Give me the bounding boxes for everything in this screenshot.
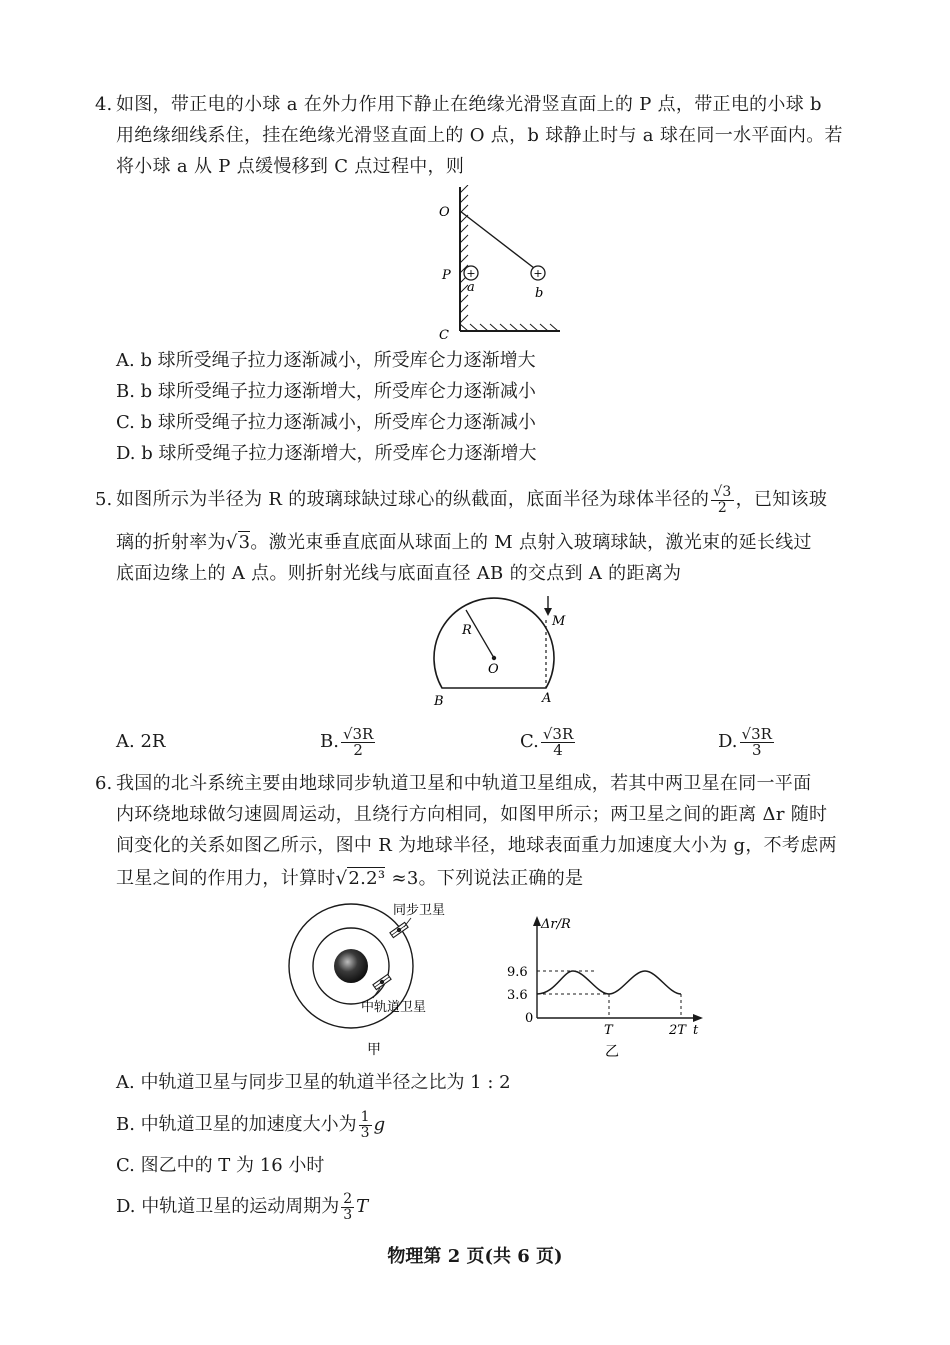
q5-option-d[interactable] [718, 722, 776, 762]
q4-stem-line-3: 将小球 a 从 P 点缓慢移到 C 点过程中，则 [116, 156, 465, 177]
q4-figure [430, 185, 580, 345]
q6-ylabel: Δr/R [541, 917, 571, 932]
q5-option-d-den: 3 [751, 740, 762, 759]
q6-ytick-low: 3.6 [507, 988, 528, 1003]
q6-number: 6. [95, 773, 113, 794]
q6-option-b-unit: g [373, 1114, 386, 1135]
q5-option-d-prefix: D. [718, 731, 738, 752]
q4-label-b: b [535, 286, 544, 301]
q4-option-c[interactable]: C. b 球所受绳子拉力逐渐减小，所受库仑力逐渐减小 [116, 412, 536, 433]
q5-line1-text-b: ，已知该玻 [735, 489, 828, 510]
q6-option-d-num: 2 [343, 1190, 353, 1207]
q5-stem-line-2: 璃的折射率为√3。激光束垂直底面从球面上的 M 点射入玻璃球缺，激光束的延长线过 [116, 532, 812, 553]
q5-option-c-den: 4 [553, 740, 563, 759]
q5-ratio-denominator: 2 [717, 499, 728, 516]
q5-line2-text-b: 。激光束垂直底面从球面上的 M 点射入玻璃球缺，激光束的延长线过 [250, 532, 812, 553]
q5-number: 5. [95, 489, 113, 510]
q4-number: 4. [95, 94, 113, 115]
q4-label-C: C [439, 328, 449, 343]
q6-stem-line-3: 间变化的关系如图乙所示，图中 R 为地球半径，地球表面重力加速度大小为 g，不考虑两 [116, 835, 837, 856]
q5-refractive-index: 3 [238, 532, 251, 553]
q6-mid-label: 中轨道卫星 [361, 1000, 427, 1015]
q6-ytick-high: 9.6 [507, 965, 528, 980]
q6-caption-yi: 乙 [605, 1044, 619, 1060]
q6-distance-curve [537, 971, 681, 994]
q6-option-b-fraction [359, 1110, 372, 1141]
q5-option-b-den: 2 [353, 740, 363, 759]
q6-stem-line-1: 我国的北斗系统主要由地球同步轨道卫星和中轨道卫星组成，若其中两卫星在同一平面 [116, 773, 812, 794]
q5-figure [420, 592, 580, 712]
q6-origin: 0 [525, 1011, 534, 1026]
q5-option-d-num: √3R [741, 724, 772, 743]
q4-ball-a-charge: + [466, 267, 476, 280]
q6-sync-label: 同步卫星 [393, 903, 446, 918]
q4-stem-line-2: 用绝缘细线系住，挂在绝缘光滑竖直面上的 O 点，b 球静止时与 a 球在同一水平面内。若 [116, 125, 843, 146]
q5-option-d-fraction [740, 724, 774, 759]
q5-option-c-fraction [541, 724, 575, 759]
q4-option-a[interactable]: A. b 球所受绳子拉力逐渐减小，所受库仑力逐渐增大 [116, 350, 536, 371]
q5-option-b-fraction [341, 724, 375, 759]
q6-option-b-text: B. 中轨道卫星的加速度大小为 [116, 1114, 357, 1135]
q6-option-d-den: 3 [343, 1206, 353, 1223]
q6-option-d-unit: T [356, 1196, 369, 1217]
q4-label-P: P [442, 268, 451, 283]
q6-option-b-den: 3 [360, 1124, 370, 1141]
q5-line1-text-a: 如图所示为半径为 R 的玻璃球缺过球心的纵截面，底面半径为球体半径的 [116, 489, 710, 510]
q5-label-M: M [552, 614, 566, 629]
q6-xtick-2T: 2T [669, 1023, 686, 1038]
q5-option-b[interactable] [320, 722, 377, 762]
q6-option-d-text: D. 中轨道卫星的运动周期为 [116, 1196, 340, 1217]
q6-caption-jia: 甲 [367, 1042, 381, 1058]
q6-option-b[interactable] [116, 1105, 385, 1145]
q5-stem-line-1 [116, 480, 827, 520]
q5-option-c-prefix: C. [520, 731, 539, 752]
q5-label-A: A [542, 691, 552, 706]
q6-option-d-fraction [341, 1192, 354, 1223]
q6-stem-line-4: 卫星之间的作用力，计算时√2.2³ ≈3。下列说法正确的是 [116, 868, 584, 889]
q6-line4-text-b: ≈3。下列说法正确的是 [385, 868, 584, 889]
q6-option-c[interactable]: C. 图乙中的 T 为 16 小时 [116, 1155, 325, 1176]
q6-xtick-T: T [604, 1023, 613, 1038]
q5-label-O: O [488, 662, 499, 677]
q6-stem-line-2: 内环绕地球做匀速圆周运动，且绕行方向相同，如图甲所示；两卫星之间的距离 Δr 随时 [116, 804, 828, 825]
q4-ball-b-charge: + [533, 267, 543, 280]
q6-xaxis-label: t [693, 1023, 699, 1038]
q4-label-O: O [439, 205, 450, 220]
q5-ratio-numerator: √3 [713, 483, 732, 500]
q4-label-a: a [467, 280, 475, 295]
q6-option-b-num: 1 [360, 1108, 370, 1125]
q6-figure-yi [505, 910, 705, 1060]
q4-option-b[interactable]: B. b 球所受绳子拉力逐渐增大，所受库仑力逐渐减小 [116, 381, 536, 402]
q4-stem-line-1: 如图，带正电的小球 a 在外力作用下静止在绝缘光滑竖直面上的 P 点，带正电的小球 b [116, 94, 822, 115]
q5-option-c-num: √3R [542, 724, 574, 743]
page-footer: 物理第 2 页(共 6 页) [387, 1246, 563, 1267]
q4-option-d[interactable]: D. b 球所受绳子拉力逐渐增大，所受库仑力逐渐增大 [116, 443, 537, 464]
q5-option-b-num: √3R [342, 724, 374, 743]
q5-option-a[interactable]: A. 2R [116, 731, 166, 752]
q5-stem-line-3: 底面边缘上的 A 点。则折射光线与底面直径 AB 的交点到 A 的距离为 [116, 563, 682, 584]
q5-ratio-fraction [711, 485, 733, 516]
q5-label-B: B [434, 694, 444, 709]
q6-option-a[interactable]: A. 中轨道卫星与同步卫星的轨道半径之比为 1 : 2 [116, 1072, 511, 1093]
q5-option-b-prefix: B. [320, 731, 339, 752]
q6-line4-sqrt: 2.2³ [348, 868, 386, 889]
q5-line2-text-a: 璃的折射率为 [116, 532, 226, 553]
q6-line4-text-a: 卫星之间的作用力，计算时 [116, 868, 336, 889]
q5-label-R: R [462, 623, 472, 638]
q6-figure-jia [285, 898, 455, 1063]
q5-option-c[interactable] [520, 722, 577, 762]
q6-option-d[interactable] [116, 1187, 368, 1227]
